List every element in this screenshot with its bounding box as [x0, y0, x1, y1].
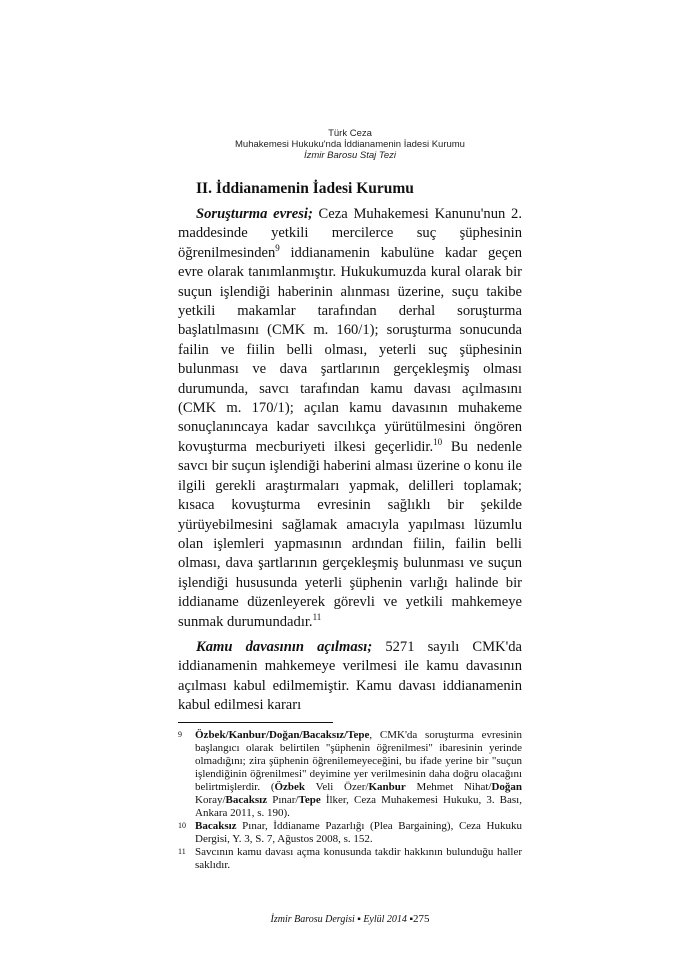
page-number: 275: [412, 912, 430, 925]
separator-icon: ▪: [357, 913, 361, 925]
footnote-text-part: Mehmet Nihat/: [405, 780, 492, 793]
footnote-number: 9: [178, 729, 182, 739]
separator-icon: ▪: [409, 913, 413, 925]
footnote-10: [178, 820, 522, 846]
footnote-text-part: , CMK'da soruşturma evresinin başlangıcı olarak belirtilen "şüphenin öğrenilmesi" ibaresinin yerinde olmadığını; zira şüphenin öğrenilemeyeceğini, bu ifade yerine bir "suçun işlendiğinin öğrenilmesi" deyimine yer verilmesinin daha doğru olacağını belirtmişlerdir. (: [195, 728, 522, 793]
para1-text: Bu nedenle savcı bir suçun işlendiği haberini alması üzerine o konu ile ilgili gerekli araştırmaları yapmak, delilleri toplamak; kısaca kovuşturma evresinin sağlıklı bir şekilde yürüyebilmesini sağlamak amacıyla yapılması lüzumlu olan işlemleri yapmasının ardından fiilin, failin belli olması, dava şartlarının gerçekleşmiş bulunması ve suçun işlendiği hususunda yeterli şüphenin varlığı halinde bir iddianame düzenleyerek görevli ve yetkili mahkemeye sunmak durumundadır.: [178, 438, 522, 630]
footnote-text-part: Pınar, İddianame Pazarlığı (Plea Bargaining), Ceza Hukuku Dergisi, Y. 3, S. 7, Ağustos 2008, s. 152.: [195, 819, 522, 845]
footnote-author: Tepe: [298, 793, 321, 806]
footnote-ref[interactable]: 10: [433, 437, 443, 448]
footnote-text-part: Koray/: [195, 793, 226, 806]
para1-text: iddianamenin kabulüne kadar geçen evre olarak tanımlanmıştır. Hukukumuzda kural olarak bir suçun işlendiği haberinin alınması üzerine, suçu takibe yetkili makamlar tarafından derhal soruşturma başlatılmasını (CMK m. 160/1); soruşturma sonucunda failin ve fiilin belli olması, yeterli suç şüphesinin bulunması ve dava şartlarının gerçekleşmiş olması durumunda, savcı tarafından kamu davası açılmasını (CMK m. 170/1); açılan kamu davasının muhakeme sonuçlanıncaya kadar savcılıkça yürütülmesini öngören kovuşturma mecburiyeti ilkesi geçerlidir.: [178, 244, 522, 455]
header-line-2: Muhakemesi Hukuku'nda İddianamenin İadesi Kurumu: [235, 139, 465, 150]
footnote-ref[interactable]: 9: [275, 242, 280, 253]
para2-text: 5271 sayılı CMK'da iddianamenin mahkemeye verilmesi ile kamu davasının açılması kabul edilmemiştir. Kamu davası iddianamenin kabul edilmesi kararı: [178, 638, 523, 714]
running-header: [0, 128, 700, 161]
footnotes: [178, 729, 522, 872]
paragraph-1: [178, 205, 522, 632]
issue-date: Eylül 2014: [363, 913, 407, 925]
footnote-text: [195, 729, 522, 820]
footnote-11: [178, 846, 522, 872]
footnote-ref[interactable]: 11: [312, 611, 322, 622]
footnote-author: Bacaksız: [225, 793, 268, 806]
body-text: [178, 179, 522, 716]
footnote-text-part: Veli Özer/: [305, 780, 369, 793]
page-footer: [0, 912, 700, 927]
footnote-divider: [178, 722, 333, 723]
footnote-text-part: Pınar/: [267, 793, 299, 806]
footnote-9: [178, 729, 522, 820]
paragraph-2: [178, 638, 522, 716]
footnote-author: Kanbur: [368, 780, 406, 793]
header-line-3: İzmir Barosu Staj Tezi: [303, 150, 397, 161]
footnote-number: 11: [178, 846, 186, 856]
footnote-author: Özbek/Kanbur/Doğan/Bacaksız/Tepe: [195, 728, 370, 741]
header-line-1: Türk Ceza: [328, 128, 372, 139]
footnote-text: [195, 820, 522, 846]
journal-name: İzmir Barosu Dergisi: [270, 913, 355, 925]
footnote-author: Özbek: [274, 780, 306, 793]
footnote-text-part: İlker, Ceza Muhakemesi Hukuku, 3. Bası, Ankara 2011, s. 190).: [195, 793, 522, 819]
para1-lead: Soruşturma evresi;: [196, 206, 313, 222]
para1-text: Ceza Muhakemesi Kanunu'nun 2. maddesinde yetkili mercilerce suç şüphesinin öğrenilmesinden: [178, 206, 522, 261]
footnote-number: 10: [178, 820, 186, 830]
footnote-text: Savcının kamu davası açma konusunda takdir hakkının bulunduğu haller saklıdır.: [195, 845, 522, 871]
footnote-author: Doğan: [491, 780, 523, 793]
para2-lead: Kamu davasının açılması;: [196, 638, 373, 655]
section-heading: II. İddianamenin İadesi Kurumu: [196, 180, 414, 197]
footnote-author: Bacaksız: [195, 819, 237, 832]
